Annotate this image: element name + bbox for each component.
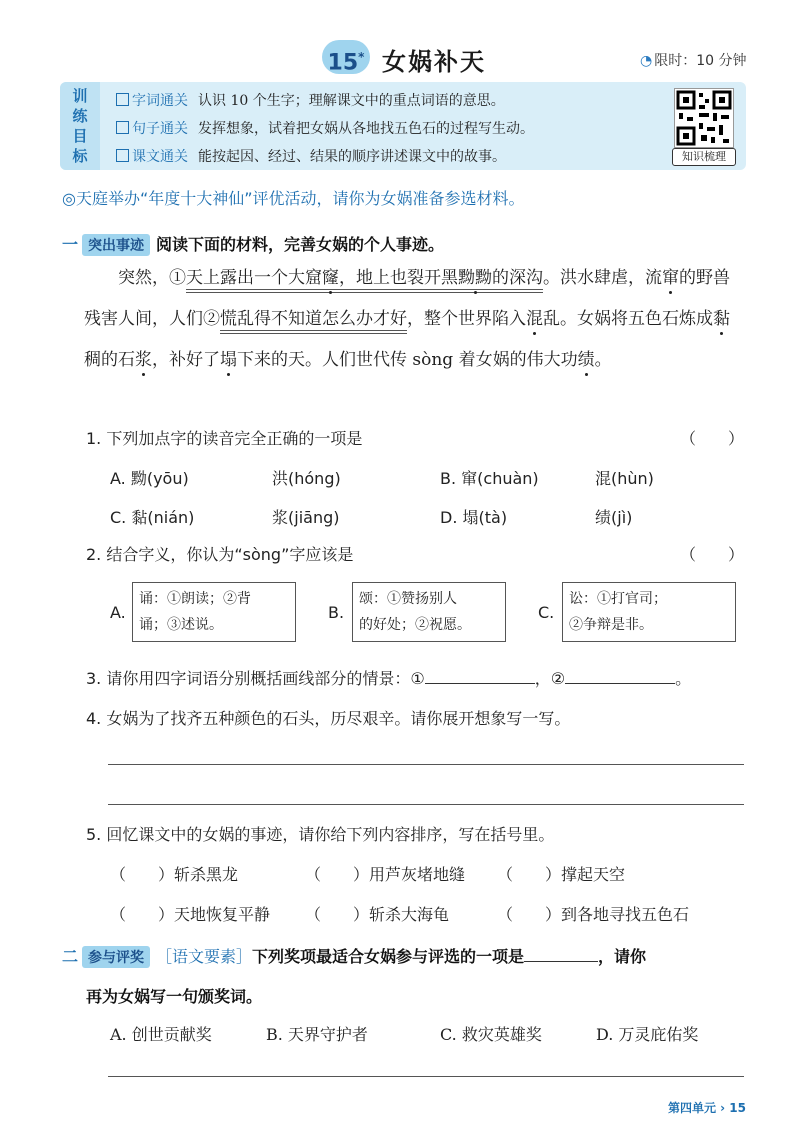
- sequence-item[interactable]: （ ）斩杀大海龟: [305, 905, 450, 924]
- underlined-phrase-1: 天上露出一个大窟窿，地上也裂开黑黝黝的深沟: [186, 268, 543, 288]
- answer-blank[interactable]: [524, 947, 598, 962]
- q2-option-c-label[interactable]: C.: [538, 603, 555, 622]
- lesson-title: 女娲补天: [382, 48, 486, 76]
- checkbox[interactable]: [116, 121, 129, 134]
- checkbox[interactable]: [116, 93, 129, 106]
- answer-line[interactable]: [108, 804, 744, 805]
- answer-paren[interactable]: （ ）: [680, 429, 745, 448]
- checkbox[interactable]: [116, 149, 129, 162]
- goals-side-label: 训 练 目 标: [60, 82, 100, 170]
- section2-heading-line2: 再为女娲写一句颁奖词。: [86, 987, 263, 1006]
- answer-blank-1[interactable]: [425, 669, 535, 684]
- time-limit: ◔ 限时：10 分钟: [640, 53, 747, 69]
- q2-option-a-box[interactable]: 诵：①朗读；②背 诵；③述说。: [132, 582, 296, 642]
- q1-option-d-second: 绩(jì): [595, 508, 633, 527]
- sequence-item[interactable]: （ ）天地恢复平静: [110, 905, 271, 924]
- q1-option-b[interactable]: B. 窜(chuàn): [440, 469, 539, 488]
- section2-badge: 参与评奖: [82, 946, 150, 968]
- sequence-item[interactable]: （ ）撑起天空: [497, 865, 626, 884]
- qr-label: 知识梳理: [672, 148, 736, 166]
- qr-code-icon[interactable]: [674, 88, 734, 148]
- award-option-b[interactable]: B. 天界守护者: [266, 1025, 368, 1044]
- question-3: 3. 请你用四字词语分别概括画线部分的情景：① ，② 。: [86, 669, 692, 688]
- q1-option-c-second: 浆(jiāng): [272, 508, 340, 527]
- q1-option-b-second: 混(hùn): [595, 469, 654, 488]
- q2-option-a-label[interactable]: A.: [110, 603, 126, 622]
- q2-option-c-box[interactable]: 讼：①打官司； ②争辩是非。: [562, 582, 736, 642]
- sequence-item[interactable]: （ ）用芦灰堵地缝: [305, 865, 466, 884]
- intro-text: ◎天庭举办“年度十大神仙”评优活动，请你为女娲准备参选材料。: [62, 189, 525, 208]
- answer-paren[interactable]: （ ）: [680, 545, 745, 564]
- lesson-number-badge: 15*: [322, 40, 370, 74]
- section1-heading: 一 突出事迹 阅读下面的材料，完善女娲的个人事迹。: [62, 235, 445, 254]
- goal-row-text: 课文通关 能按起因、经过、结果的顺序讲述课文中的故事。: [116, 146, 506, 166]
- q2-option-b-label[interactable]: B.: [328, 603, 345, 622]
- clock-icon: ◔: [640, 53, 653, 69]
- answer-line[interactable]: [108, 764, 744, 765]
- q2-option-b-box[interactable]: 颂：①赞扬别人 的好处；②祝愿。: [352, 582, 506, 642]
- q1-option-c[interactable]: C. 黏(nián): [110, 508, 195, 527]
- page-footer: 第四单元 › 15: [668, 1101, 747, 1115]
- question-1-stem: 1. 下列加点字的读音完全正确的一项是: [86, 429, 363, 448]
- goal-row-sentences: 句子通关 发挥想象，试着把女娲从各地找五色石的过程写生动。: [116, 118, 534, 138]
- section2-heading: 二 参与评奖 ［语文要素］下列奖项最适合女娲参与评选的一项是 ，请你: [62, 947, 647, 966]
- award-option-d[interactable]: D. 万灵庇佑奖: [596, 1025, 699, 1044]
- question-2-stem: 2. 结合字义，你认为“sòng”字应该是: [86, 545, 354, 564]
- question-4-stem: 4. 女娲为了找齐五种颜色的石头，历尽艰辛。请你展开想象写一写。: [86, 709, 571, 728]
- section1-badge: 突出事迹: [82, 234, 150, 256]
- reading-passage: 突然，①天上露出一个大窟窿，地上也裂开黑黝黝的深沟。洪水肆虐，流窜的野兽残害人间，人们②慌乱得不知道怎么办才好，整个世界陷入混乱。女娲将五色石炼成黏稠的石浆，补好了塌下来的天。人们世代传 sòng 着女娲的伟大功绩。: [84, 268, 730, 370]
- sequence-item[interactable]: （ ）斩杀黑龙: [110, 865, 239, 884]
- training-goals-box: [60, 82, 746, 170]
- answer-line[interactable]: [108, 1076, 744, 1077]
- underlined-phrase-2: 慌乱得不知道怎么办才好: [220, 309, 407, 329]
- q1-option-a-second: 洪(hóng): [272, 469, 341, 488]
- goal-row-words: 字词通关 认识 10 个生字；理解课文中的重点词语的意思。: [116, 90, 505, 110]
- award-option-c[interactable]: C. 救灾英雄奖: [440, 1025, 542, 1044]
- q1-option-a[interactable]: A. 黝(yōu): [110, 469, 189, 488]
- sequence-item[interactable]: （ ）到各地寻找五色石: [497, 905, 690, 924]
- award-option-a[interactable]: A. 创世贡献奖: [110, 1025, 212, 1044]
- answer-blank-2[interactable]: [565, 669, 675, 684]
- question-5-stem: 5. 回忆课文中的女娲的事迹，请你给下列内容排序，写在括号里。: [86, 825, 555, 844]
- q1-option-d[interactable]: D. 塌(tà): [440, 508, 508, 527]
